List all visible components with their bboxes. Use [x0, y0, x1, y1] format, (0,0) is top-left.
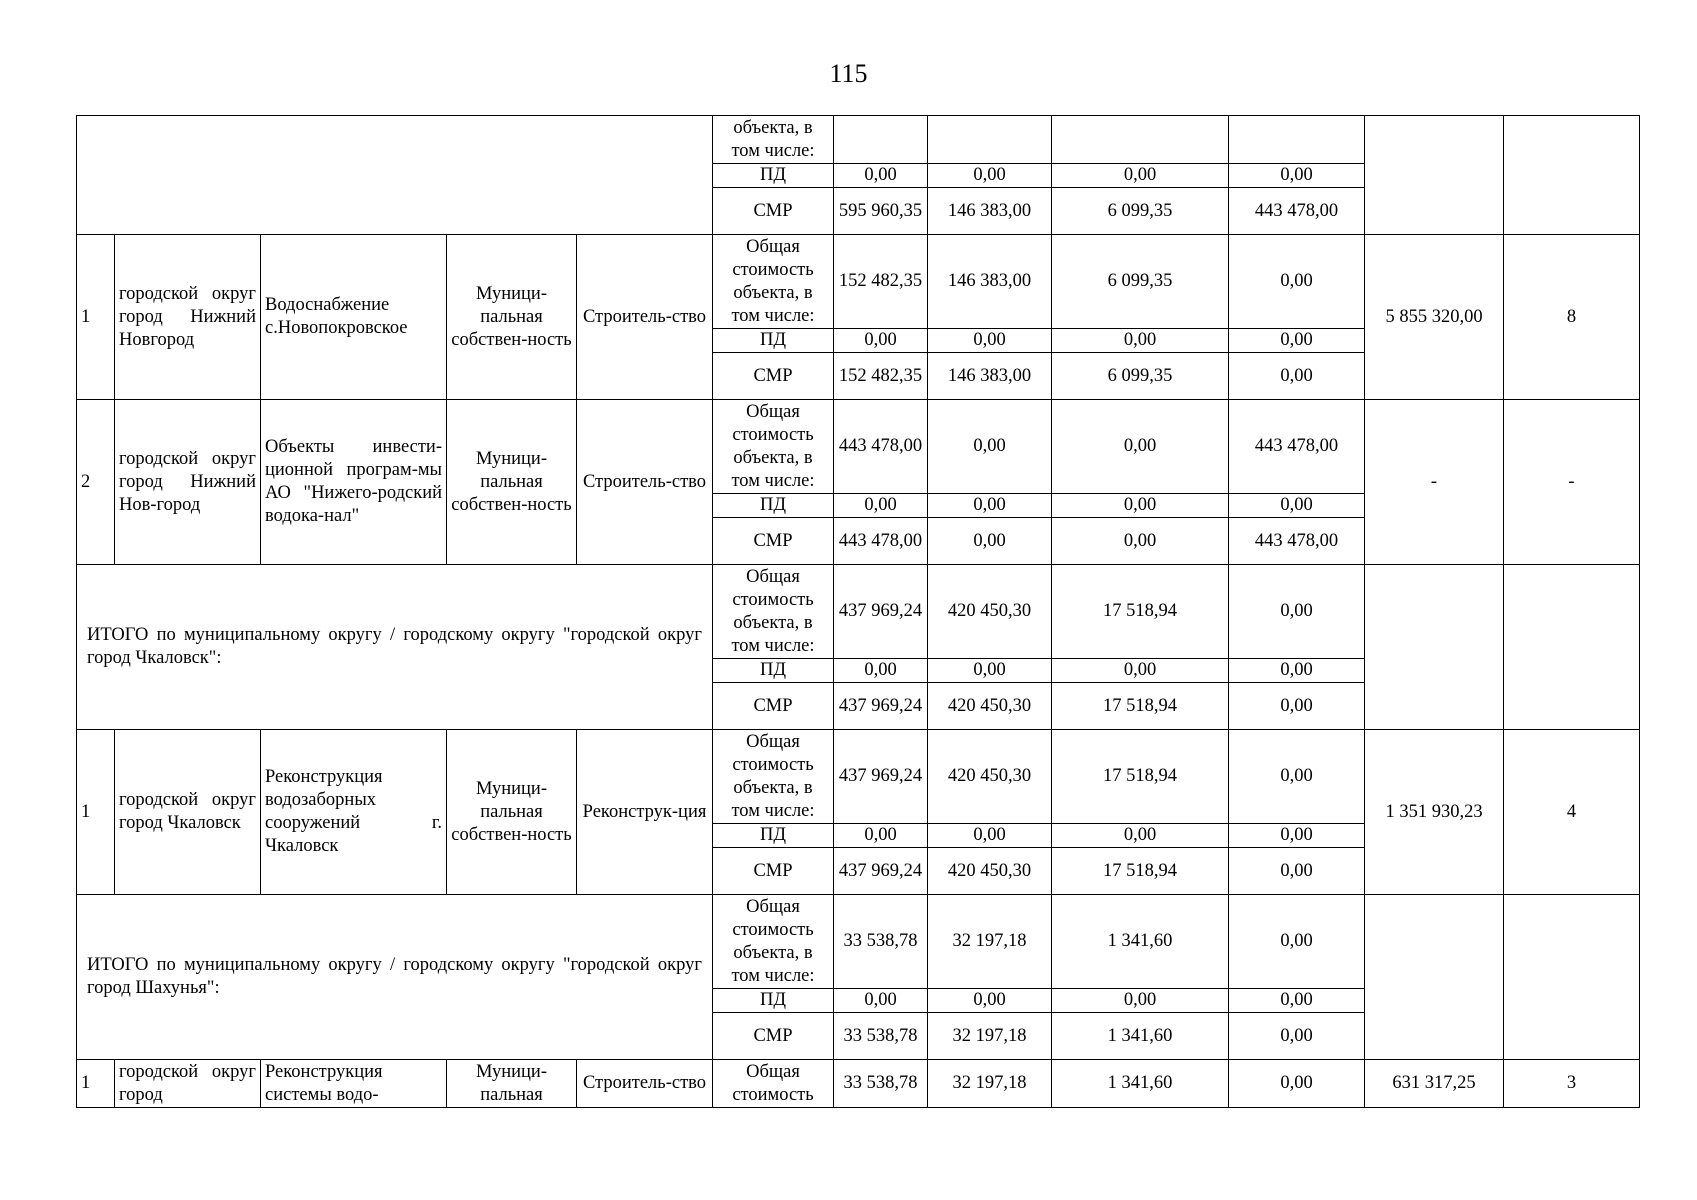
total-cost-value: 437 969,24 [834, 565, 928, 659]
pd-value: 0,00 [1229, 989, 1365, 1013]
smr-label: СМР [713, 353, 834, 400]
total-cost-value: 0,00 [1052, 400, 1229, 494]
total-cost-label: Общая стоимость объекта, в том числе: [713, 400, 834, 494]
pd-value: 0,00 [928, 989, 1052, 1013]
item-object: Реконструкция системы водо- [261, 1060, 447, 1108]
smr-label: СМР [713, 848, 834, 895]
item-district: городской округ город [115, 1060, 261, 1108]
pd-value: 0,00 [928, 824, 1052, 848]
objects-table [76, 115, 1640, 1108]
item-work-type: Строитель-ство [577, 400, 713, 565]
total-cost-value: 1 341,60 [1052, 1060, 1229, 1108]
total-cost-value: 443 478,00 [834, 400, 928, 494]
item-row [77, 730, 1640, 824]
smr-value: 0,00 [1229, 848, 1365, 895]
pd-value: 0,00 [834, 494, 928, 518]
item-ownership: Муници-пальная собствен-ность [447, 235, 577, 400]
total-cost-label: Общая стоимость объекта, в том числе: [713, 565, 834, 659]
pd-value: 0,00 [1229, 659, 1365, 683]
smr-value: 0,00 [1229, 353, 1365, 400]
smr-value: 0,00 [1052, 518, 1229, 565]
pd-value: 0,00 [928, 329, 1052, 353]
item-row [77, 235, 1640, 329]
item-district: городской округ город Нижний Новгород [115, 235, 261, 400]
total-cost-value: 146 383,00 [928, 235, 1052, 329]
total-cost-value: 0,00 [1229, 235, 1365, 329]
item-number: 1 [77, 1060, 115, 1108]
smr-value: 17 518,94 [1052, 683, 1229, 730]
total-cost-value: 33 538,78 [834, 895, 928, 989]
total-cost-value: 0,00 [928, 400, 1052, 494]
pd-value: 0,00 [1229, 824, 1365, 848]
smr-value: 443 478,00 [834, 518, 928, 565]
item-capacity: 631 317,25 [1365, 1060, 1504, 1108]
item-count: - [1504, 400, 1640, 565]
total-cost-value: 0,00 [1229, 730, 1365, 824]
total-cost-value: 443 478,00 [1229, 400, 1365, 494]
pd-label: ПД [713, 824, 834, 848]
item-ownership: Муници-пальная [447, 1060, 577, 1108]
item-work-type: Строитель-ство [577, 1060, 713, 1108]
pd-value: 0,00 [1229, 329, 1365, 353]
pd-value: 0,00 [928, 659, 1052, 683]
total-cost-value: 0,00 [1229, 1060, 1365, 1108]
total-title: ИТОГО по муниципальному округу / городскому округу "городской округ город Чкаловск": [77, 565, 713, 730]
top-block-label: объекта, в том числе: [713, 116, 834, 164]
pd-value: 0,00 [834, 659, 928, 683]
item-object: Реконструкция водозаборных сооружений г. Чкаловск [261, 730, 447, 895]
top-block-empty [77, 116, 713, 235]
total-cost-value: 33 538,78 [834, 1060, 928, 1108]
smr-value: 146 383,00 [928, 353, 1052, 400]
top-block-row [77, 116, 1640, 164]
item-ownership: Муници-пальная собствен-ность [447, 400, 577, 565]
total-cost-value: 420 450,30 [928, 730, 1052, 824]
item-capacity: 1 351 930,23 [1365, 730, 1504, 895]
item-object: Водоснабжение с.Новопокровское [261, 235, 447, 400]
total-cost-value: 437 969,24 [834, 730, 928, 824]
total-cost-value: 32 197,18 [928, 1060, 1052, 1108]
item-capacity: - [1365, 400, 1504, 565]
smr-value: 32 197,18 [928, 1013, 1052, 1060]
total-cost-value: 0,00 [1229, 895, 1365, 989]
total-row [77, 895, 1640, 989]
pd-value: 0,00 [834, 824, 928, 848]
smr-value: 0,00 [1229, 1013, 1365, 1060]
pd-value: 0,00 [1052, 494, 1229, 518]
item-ownership: Муници-пальная собствен-ность [447, 730, 577, 895]
total-cost-value: 420 450,30 [928, 565, 1052, 659]
pd-value: 0,00 [834, 329, 928, 353]
smr-value: 0,00 [928, 518, 1052, 565]
total-cost-label: Общая стоимость [713, 1060, 834, 1108]
pd-label: ПД [713, 494, 834, 518]
pd-value: 0,00 [1052, 989, 1229, 1013]
pd-value: 0,00 [1229, 494, 1365, 518]
item-capacity: 5 855 320,00 [1365, 235, 1504, 400]
total-cost-label: Общая стоимость объекта, в том числе: [713, 895, 834, 989]
smr-label: СМР [713, 518, 834, 565]
item-work-type: Строитель-ство [577, 235, 713, 400]
item-district: городской округ город Нижний Нов-город [115, 400, 261, 565]
total-cost-value: 152 482,35 [834, 235, 928, 329]
pd-label: ПД [713, 659, 834, 683]
pd-label: ПД [713, 329, 834, 353]
item-count: 3 [1504, 1060, 1640, 1108]
smr-label: СМР [713, 683, 834, 730]
total-cost-label: Общая стоимость объекта, в том числе: [713, 235, 834, 329]
smr-value: 420 450,30 [928, 683, 1052, 730]
total-cost-value: 6 099,35 [1052, 235, 1229, 329]
total-row [77, 565, 1640, 659]
total-cost-value: 32 197,18 [928, 895, 1052, 989]
smr-value: 443 478,00 [1229, 518, 1365, 565]
item-row [77, 400, 1640, 494]
page-number: 115 [829, 59, 868, 88]
smr-label: СМР [713, 1013, 834, 1060]
pd-value: 0,00 [834, 989, 928, 1013]
top-block-pd-row: ПД 0,00 0,00 0,00 0,00 [77, 164, 1640, 188]
item-number: 2 [77, 400, 115, 565]
total-cost-value: 17 518,94 [1052, 730, 1229, 824]
smr-value: 437 969,24 [834, 848, 928, 895]
smr-value: 420 450,30 [928, 848, 1052, 895]
top-block-smr-row: СМР 595 960,35 146 383,00 6 099,35 443 478,00 [77, 188, 1640, 235]
item-count: 4 [1504, 730, 1640, 895]
pd-value: 0,00 [1052, 824, 1229, 848]
item-number: 1 [77, 730, 115, 895]
smr-value: 1 341,60 [1052, 1013, 1229, 1060]
smr-value: 437 969,24 [834, 683, 928, 730]
total-cost-value: 1 341,60 [1052, 895, 1229, 989]
smr-value: 17 518,94 [1052, 848, 1229, 895]
item-number: 1 [77, 235, 115, 400]
item-object: Объекты инвести-ционной програм-мы АО "Нижего-родский водока-нал" [261, 400, 447, 565]
total-cost-value: 17 518,94 [1052, 565, 1229, 659]
total-cost-value: 0,00 [1229, 565, 1365, 659]
smr-value: 0,00 [1229, 683, 1365, 730]
pd-value: 0,00 [1052, 329, 1229, 353]
pd-label: ПД [713, 989, 834, 1013]
item-district: городской округ город Чкаловск [115, 730, 261, 895]
smr-value: 152 482,35 [834, 353, 928, 400]
item-count: 8 [1504, 235, 1640, 400]
last-item-row [77, 1060, 1640, 1108]
total-title: ИТОГО по муниципальному округу / городскому округу "городской округ город Шахунья": [77, 895, 713, 1060]
pd-value: 0,00 [1052, 659, 1229, 683]
smr-value: 33 538,78 [834, 1013, 928, 1060]
smr-value: 6 099,35 [1052, 353, 1229, 400]
total-cost-label: Общая стоимость объекта, в том числе: [713, 730, 834, 824]
pd-value: 0,00 [928, 494, 1052, 518]
item-work-type: Реконструк-ция [577, 730, 713, 895]
